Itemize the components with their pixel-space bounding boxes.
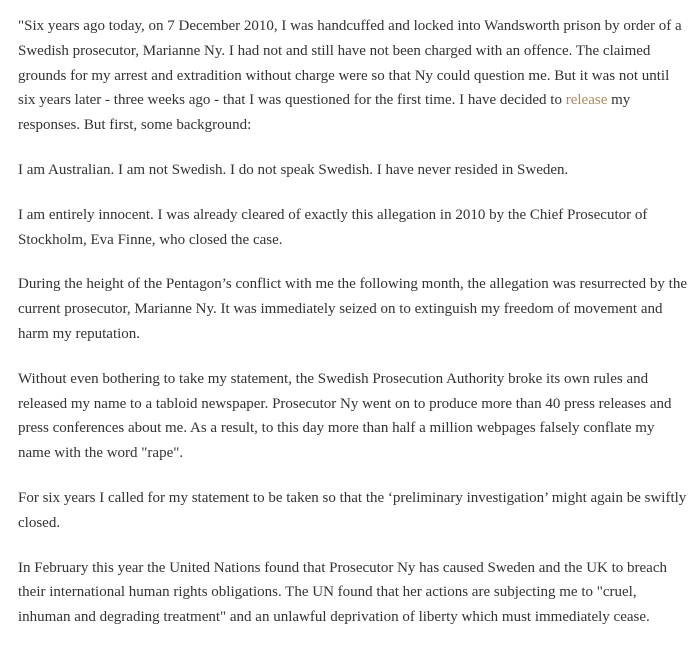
paragraph-prosecution-authority: Without even bothering to take my statement, the Swedish Prosecution Authority broke its own rules and released my name to a tabloid newspaper. Prosecutor Ny went on to produce more than 40 press releases and press conferences about me. As a result, to this day more than half a million webpages falsely conflate my name with the word "rape". bbox=[18, 370, 672, 462]
paragraph-innocence: I am entirely innocent. I was already cleared of exactly this allegation in 2010 by the Chief Prosecutor of Stockholm, Eva Finne, who closed the case. bbox=[18, 206, 648, 248]
paragraph-six-years: For six years I called for my statement to be taken so that the ‘preliminary investigation’ might again be swiftly closed. bbox=[18, 489, 687, 531]
paragraph-intro bbox=[18, 14, 688, 138]
paragraph-intro-text-end: my responses. But first, some background: bbox=[18, 92, 631, 134]
paragraph-nationality: I am Australian. I am not Swedish. I do not speak Swedish. I have never resided in Sweden. bbox=[18, 161, 569, 178]
release-link[interactable]: release bbox=[565, 92, 608, 109]
paragraph-intro-text-start: "Six years ago today, on 7 December 2010, I was handcuffed and locked into Wandsworth prison by order of a Swedish prosecutor, Marianne Ny. I had not and still have not been charged with an offence. The claimed grounds for my arrest and extradition without charge were so that Ny could question me. But it was not until six years later - three weeks ago - that I was questioned for the first time. I have decided to bbox=[18, 18, 682, 109]
paragraph-united-nations: In February this year the United Nations found that Prosecutor Ny has caused Sweden and the UK to breach their international human rights obligations. The UN found that her actions are subjecting me to "cruel, inhuman and degrading treatment" and an unlawful deprivation of liberty which must immediately cease. bbox=[18, 559, 667, 626]
paragraph-pentagon: During the height of the Pentagon’s conflict with me the following month, the allegation was resurrected by the current prosecutor, Marianne Ny. It was immediately seized on to extinguish my freedom of movement and harm my reputation. bbox=[18, 276, 688, 342]
article-body bbox=[18, 14, 688, 650]
